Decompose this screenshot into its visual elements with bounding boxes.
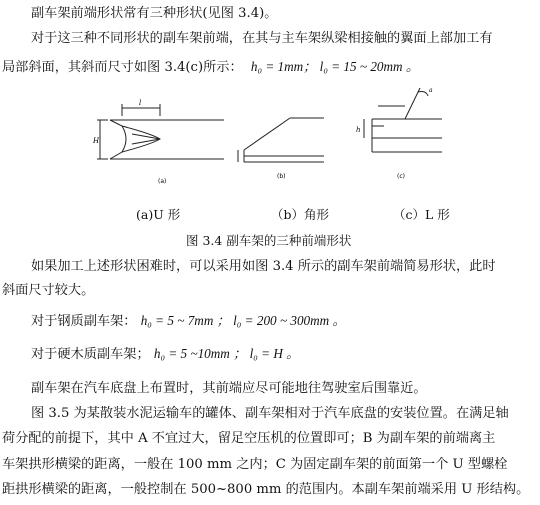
subfigure-label-b: (b) [277,173,286,180]
dimension-a-label: a [429,87,433,94]
paragraph-2-line-1: 如果加工上述形状困难时，可以采用如图 3.4 所示的副车架前端简易形状，此时 [31,259,496,274]
dimension-l-label: l [139,99,142,107]
dimension-h-label: h [356,126,361,134]
figure-title: 图 3.4 副车架的三种前端形状 [186,233,352,248]
caption-b: （b）角形 [271,207,330,222]
steel-frame-line [31,312,346,331]
subfigure-label-c: (c) [397,173,405,180]
wood-frame-label: 对于硬木质副车架； [31,347,150,362]
dimension-H-label: H [93,137,100,145]
wood-frame-line [31,345,299,364]
figure-3-4-drawings [92,86,452,191]
subfigure-label-a: (a) [158,178,167,185]
text-line-3 [2,58,419,77]
paragraph-4-line-1: 图 3.5 为某散装水泥运输车的罐体、副车架相对于汽车底盘的安装位置。在满足轴 [31,406,509,421]
steel-frame-label: 对于钢质副车架： [31,314,137,329]
figure-b-angle-shape [238,118,324,162]
paragraph-2-line-2: 斜面尺寸较大。 [2,283,95,298]
figure-c-l-shape [364,88,442,152]
caption-a: (a)U 形 [136,207,181,222]
formula-1: h₀ = 1mm； l₀ = 15 ~ 20mm 。 [250,59,420,74]
paragraph-4-line-2: 荷分配的前提下，其中 A 不宜过大，留足空压机的位置即可；B 为副车架的前端离主 [2,431,496,446]
paragraph-4-line-3: 车架拱形横梁的距离，一般在 100 mm 之内；C 为固定副车架的前面第一个 U 型螺栓 [2,457,508,472]
steel-frame-formula: h₀ = 5 ~ 7mm ； l₀ = 200 ~ 300mm 。 [140,313,346,328]
text-line-2: 对于这三种不同形状的副车架前端，在其与主车架纵梁相接触的翼面上部加工有 [31,31,493,46]
figure-a-u-shape [97,104,224,159]
caption-c: （c）L 形 [393,207,450,222]
paragraph-4-line-4: 距拱形横梁的距离，一般控制在 500~800 mm 的范围内。本副车架前端采用 U 形结构。 [2,482,530,497]
text-line-3-text: 局部斜面，其斜而尺寸如图 3.4(c)所示： [2,60,243,75]
paragraph-3: 副车架在汽车底盘上布置时，其前端应尽可能地往驾驶室后围靠近。 [31,381,427,396]
text-line-1: 副车架前端形状常有三种形状(见图 3.4)。 [31,6,278,21]
wood-frame-formula: h₀ = 5 ~10mm ； l₀ = H 。 [153,346,300,361]
